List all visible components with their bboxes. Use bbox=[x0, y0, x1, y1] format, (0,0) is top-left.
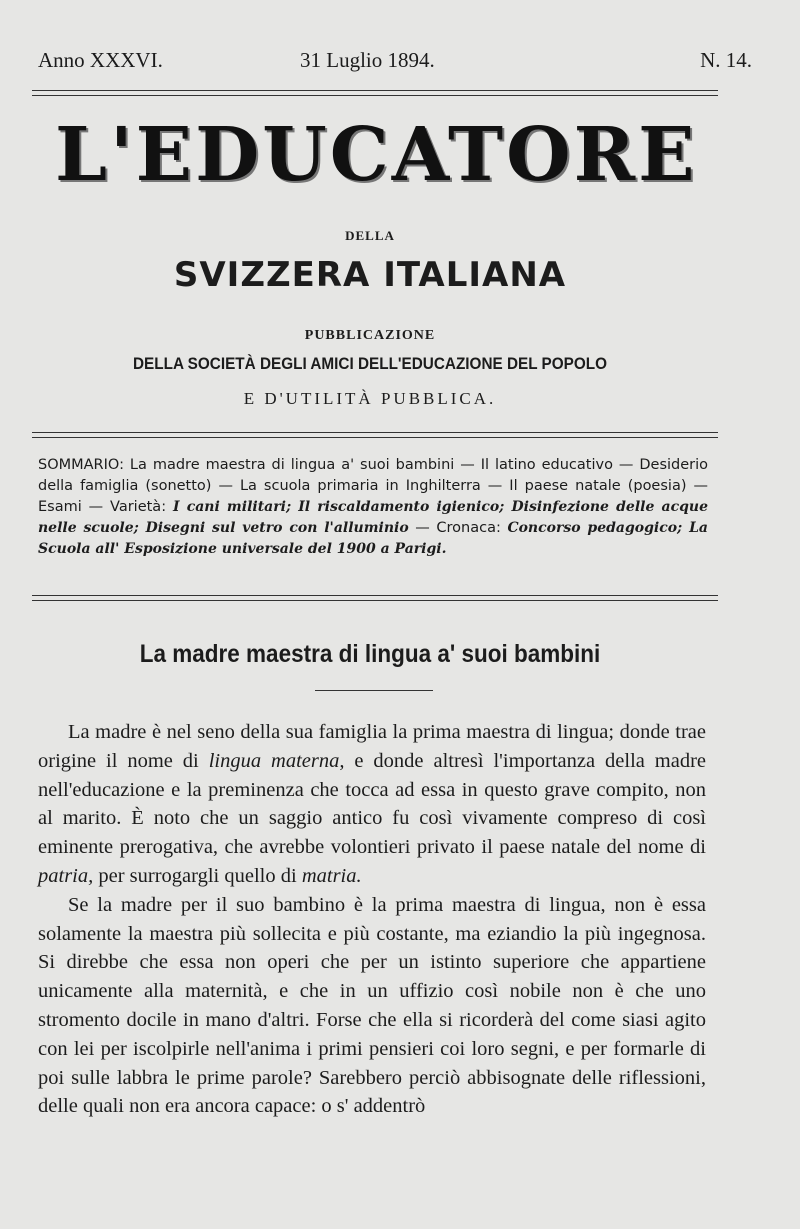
title-rule bbox=[315, 690, 433, 691]
sommario-cronaca: Concorso pedagogico; La Scuola all' Esposizione universale del 1900 a Parigi. bbox=[38, 520, 708, 557]
table-of-contents bbox=[38, 455, 708, 560]
volume-label: Anno XXXVI. bbox=[38, 48, 163, 72]
sommario-items: La madre maestra di lingua a' suoi bambini — Il latino educativo — Desiderio della famiglia (sonetto) — La scuola primaria in Inghilterra — Il paese natale (poesia) — Esami — Varietà: bbox=[38, 457, 709, 515]
sommario-varieta: I cani militari; Il riscaldamento igienico; Disinfezione delle acque nelle scuole; Disegni sul vetro con l'alluminio bbox=[38, 499, 708, 536]
contents-rule-bottom bbox=[32, 600, 718, 601]
masthead-title: L'EDUCATORE bbox=[55, 112, 698, 198]
sommario-cronaca-label: — Cronaca: bbox=[415, 520, 501, 536]
issue-date: 31 Luglio 1894. bbox=[300, 48, 435, 72]
p1-text-b: e donde altresì l'importanza della madre nell'educazione e la preminenza che tocca ad essa in questo grave compito, non al marito. È noto che un saggio antico fu così vivamente compreso di così eminente prerogativa, che avrebbe volontieri privato il paese natale del nome di bbox=[38, 749, 707, 859]
issue-number: N. 14. bbox=[700, 48, 752, 72]
masthead-subtitle: SVIZZERA ITALIANA bbox=[173, 255, 567, 295]
header-rule-bottom bbox=[32, 95, 718, 96]
sommario-label: SOMMARIO: bbox=[38, 457, 124, 473]
masthead-rule-top bbox=[32, 432, 718, 433]
masthead-societa: DELLA SOCIETÀ DEGLI AMICI DELL'EDUCAZIONE DEL POPOLO bbox=[133, 354, 607, 373]
header-rule-top bbox=[32, 90, 718, 91]
paragraph-2: Se la madre per il suo bambino è la prima maestra di lingua, non è essa solamente la maestra più sollecita e più costante, ma eziandio la più ingegnosa. Si direbbe che essa non operi che per un istinto superiore che appartiene unicamente alla maternità, e che in un uffizio così nobile non è che uno stromento docile in mano d'altri. Forse che ella si ricorderà del come siasi agito con lei per iscolpirle nell'anima i primi pensieri coi loro segni, e per formarle di poi sulle labbra le prime parole? Sarebbero perciò abbisognate delle riflessioni, delle quali non era ancora capace: o s' addentrò bbox=[38, 893, 706, 1118]
p1-emphasis-matria: matria. bbox=[301, 864, 362, 887]
masthead-pubblicazione: PUBBLICAZIONE bbox=[304, 328, 436, 343]
masthead-utilita: E D'UTILITÀ PUBBLICA. bbox=[243, 389, 497, 408]
p1-emphasis-patria: patria, bbox=[38, 864, 94, 887]
masthead-della: DELLA bbox=[345, 228, 395, 243]
p1-text-a: La madre è nel seno della sua famiglia la prima maestra di lingua; donde trae origine il nome di bbox=[38, 721, 706, 772]
p1-emphasis-lingua-materna: lingua materna, bbox=[208, 749, 345, 772]
paragraph-1 bbox=[38, 718, 706, 891]
article-title: La madre maestra di lingua a' suoi bambini bbox=[139, 640, 601, 668]
article-body bbox=[38, 718, 706, 1121]
masthead-rule-bottom bbox=[32, 437, 718, 438]
p1-text-c: per surrogargli quello di bbox=[98, 864, 297, 887]
contents-rule-top bbox=[32, 595, 718, 596]
